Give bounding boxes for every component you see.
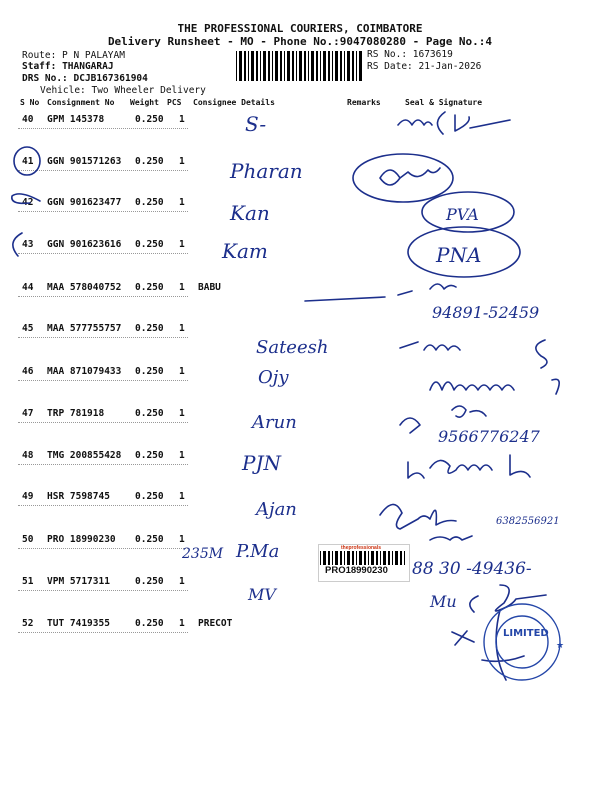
- row-weight: 0.250: [135, 282, 164, 293]
- phone-47: 9566776247: [438, 427, 540, 446]
- signature-51-text: Mu: [430, 592, 457, 611]
- runsheet-subtitle: Delivery Runsheet - MO - Phone No.:9047080280 - Page No.:4: [107, 35, 493, 48]
- row-sno: 45: [22, 323, 34, 334]
- row-separator: [18, 380, 188, 381]
- row-pcs: 1: [179, 450, 185, 461]
- drs-label: DRS No.:: [22, 73, 68, 84]
- hw-consignee-40: S-: [245, 112, 267, 136]
- row-consignment-no: MAA 578040752: [47, 282, 122, 293]
- signature-46: [430, 379, 559, 394]
- row-separator: [18, 170, 188, 171]
- col-sno: S No: [20, 98, 40, 107]
- row-consignment-no: MAA 871079433: [47, 366, 122, 377]
- signature-52: [452, 610, 524, 680]
- row-weight: 0.250: [135, 450, 164, 461]
- row-consignment-no: GGN 901571263: [47, 156, 122, 167]
- row-pcs: 1: [179, 618, 185, 629]
- row-weight: 0.250: [135, 156, 164, 167]
- stamp-text: LIMITED: [503, 628, 549, 639]
- row-separator: [18, 632, 188, 633]
- row-pcs: 1: [179, 114, 185, 125]
- row-consignment-no: VPM 5717311: [47, 576, 110, 587]
- row-sno: 41: [22, 156, 34, 167]
- signature-41: [380, 168, 440, 185]
- col-weight: Weight: [130, 98, 159, 107]
- row-weight: 0.250: [135, 366, 164, 377]
- row-pcs: 1: [179, 323, 185, 334]
- row-sno: 51: [22, 576, 34, 587]
- row-sno: 44: [22, 282, 34, 293]
- signature-42-loop: [422, 192, 514, 232]
- row-weight: 0.250: [135, 323, 164, 334]
- row-pcs: 1: [179, 491, 185, 502]
- row-sno: 48: [22, 450, 34, 461]
- barcode-sticker: [318, 544, 410, 582]
- row-consignment-no: TMG 200855428: [47, 450, 122, 461]
- hw-consignee-41: Pharan: [230, 159, 303, 183]
- hw-consignee-50: P.Ma: [236, 541, 280, 562]
- row-separator: [18, 128, 188, 129]
- row-separator: [18, 337, 188, 338]
- row-sno: 49: [22, 491, 34, 502]
- col-consignee: Consignee Details: [193, 98, 275, 107]
- row-consignment-no: HSR 7598745: [47, 491, 110, 502]
- signature-44: [398, 284, 456, 295]
- row-sno: 52: [22, 618, 34, 629]
- sticker-barcode: [320, 551, 408, 565]
- sticker-code: PRO18990230: [325, 565, 388, 576]
- row-separator: [18, 590, 188, 591]
- row-consignment-no: GGN 901623477: [47, 197, 122, 208]
- hw-consignee-42: Kan: [230, 201, 270, 225]
- row-sno: 43: [22, 239, 34, 250]
- signature-43-loop: [408, 227, 520, 277]
- hw-consignee-45: Sateesh: [256, 337, 329, 358]
- row-pcs: 1: [179, 366, 185, 377]
- row-pcs: 1: [179, 534, 185, 545]
- row-pcs: 1: [179, 576, 185, 587]
- signature-48: [408, 455, 530, 478]
- signature-42: PVA: [446, 205, 479, 224]
- row-sno: 47: [22, 408, 34, 419]
- col-seal: Seal & Signature: [405, 98, 483, 107]
- amount-50: 88 30 -49436-: [412, 559, 532, 579]
- signature-45: [400, 340, 547, 368]
- staff-name: THANGARAJ: [62, 61, 114, 72]
- row-separator: [18, 505, 188, 506]
- col-remarks: Remarks: [347, 98, 381, 107]
- row-sno: 40: [22, 114, 34, 125]
- phone-44: 94891-52459: [432, 303, 540, 322]
- signature-40: [398, 112, 510, 134]
- hw-consignee-47: Arun: [252, 412, 297, 433]
- row-weight: 0.250: [135, 408, 164, 419]
- staff-line: [22, 61, 114, 72]
- drs-line: [22, 73, 148, 84]
- row-weight: 0.250: [135, 114, 164, 125]
- route-label: Route: P N PALAYAM: [22, 50, 125, 61]
- hw-consignee-51: MV: [248, 585, 276, 604]
- row-pcs: 1: [179, 408, 185, 419]
- header-barcode: [236, 51, 364, 81]
- row-pcs: 1: [179, 282, 185, 293]
- row-weight: 0.250: [135, 618, 164, 629]
- stamp-star: ★: [556, 641, 565, 651]
- row-pcs: 1: [179, 197, 185, 208]
- signature-43: PNA: [436, 243, 482, 267]
- row-separator: [18, 211, 188, 212]
- company-title: THE PROFESSIONAL COURIERS, COIMBATORE: [177, 22, 423, 35]
- hw-line-44: [305, 297, 385, 301]
- row-sno: 50: [22, 534, 34, 545]
- signature-51: [470, 585, 546, 612]
- signature-50-top: [430, 536, 472, 540]
- row-consignment-no: PRO 18990230: [47, 534, 116, 545]
- row-weight: 0.250: [135, 534, 164, 545]
- staff-label: Staff:: [22, 61, 57, 72]
- col-pcs: PCS: [167, 98, 182, 107]
- row-pcs: 1: [179, 239, 185, 250]
- rs-number: RS No.: 1673619: [367, 49, 453, 60]
- row-separator: [18, 548, 188, 549]
- hw-consignee-48: PJN: [242, 451, 281, 475]
- row-sno: 42: [22, 197, 34, 208]
- row-consignment-no: MAA 577755757: [47, 323, 122, 334]
- hw-note-50: 235M: [182, 546, 224, 562]
- col-consignment: Consignment No: [47, 98, 115, 107]
- row-consignment-no: TUT 7419355: [47, 618, 110, 629]
- row-consignee: PRECOT: [198, 618, 233, 629]
- row-weight: 0.250: [135, 197, 164, 208]
- row-consignee: BABU: [198, 282, 221, 293]
- row-sno: 46: [22, 366, 34, 377]
- drs-number: DCJB167361904: [73, 73, 148, 84]
- row-weight: 0.250: [135, 576, 164, 587]
- row-consignment-no: GGN 901623616: [47, 239, 122, 250]
- sticker-brand: theprofessionals: [341, 545, 382, 551]
- row-separator: [18, 464, 188, 465]
- row-weight: 0.250: [135, 239, 164, 250]
- hw-consignee-46: Ojy: [258, 367, 289, 388]
- company-stamp: [484, 604, 564, 680]
- row-weight: 0.250: [135, 491, 164, 502]
- row-consignment-no: TRP 781918: [47, 408, 105, 419]
- hw-consignee-43: Kam: [222, 239, 268, 263]
- row-separator: [18, 253, 188, 254]
- vehicle-label: Vehicle: Two Wheeler Delivery: [40, 85, 206, 96]
- rs-date: RS Date: 21-Jan-2026: [367, 61, 482, 72]
- row-consignment-no: GPM 145378: [47, 114, 105, 125]
- row-separator: [18, 422, 188, 423]
- hw-consignee-49: Ajan: [256, 499, 297, 520]
- signature-41-loop: [353, 154, 453, 202]
- signature-49: [380, 504, 456, 529]
- phone-49: 6382556921: [496, 516, 560, 527]
- row-separator: [18, 296, 188, 297]
- signature-47: [400, 406, 486, 433]
- row-pcs: 1: [179, 156, 185, 167]
